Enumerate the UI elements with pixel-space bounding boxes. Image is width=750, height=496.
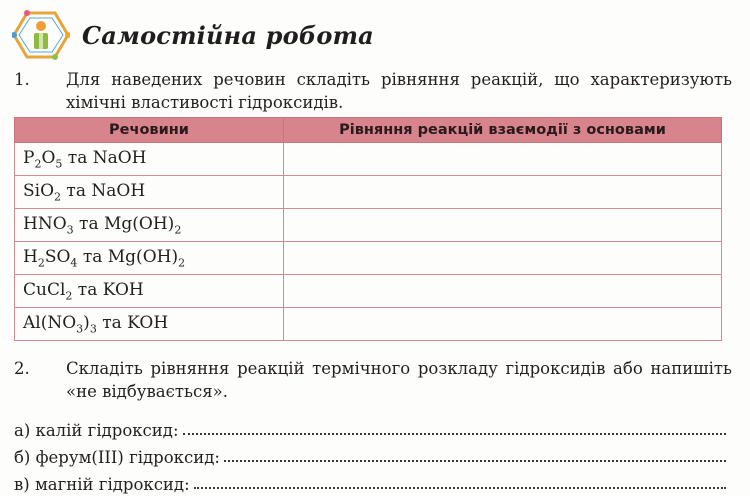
task-2-number: 2. (14, 359, 30, 378)
equation-answer-cell[interactable] (284, 209, 722, 242)
formula-subscript: 3 (89, 322, 97, 336)
formula-text: SiO (23, 180, 55, 201)
equation-answer-cell[interactable] (284, 308, 722, 341)
formula-text: SO (44, 246, 71, 267)
answer-line-b (14, 440, 726, 467)
equation-answer-cell[interactable] (284, 176, 722, 209)
formula-subscript: 5 (55, 157, 63, 171)
formula-subscript: 3 (66, 223, 74, 237)
answer-blank[interactable] (183, 432, 726, 435)
substance-cell (15, 209, 284, 242)
substance-cell (15, 275, 284, 308)
substance-cell (15, 143, 284, 176)
table-row (15, 209, 722, 242)
table-row (15, 143, 722, 176)
task-1-text: Для наведених речовин складіть рівняння реакцій, що характеризують хімічні властивості гідроксидів. (66, 70, 732, 112)
task-2 (14, 357, 730, 405)
table-header-row (15, 118, 722, 143)
answer-lines (14, 413, 726, 494)
formula-subscript: 2 (65, 289, 73, 303)
table-row (15, 176, 722, 209)
substance-cell (15, 242, 284, 275)
equation-answer-cell[interactable] (284, 242, 722, 275)
answer-blank[interactable] (194, 486, 726, 489)
formula-text: CuCl (23, 279, 66, 300)
table-row (15, 242, 722, 275)
answer-line-c (14, 467, 726, 494)
formula-text: та NaOH (62, 147, 147, 168)
formula-text: ) (83, 312, 90, 333)
equation-answer-cell[interactable] (284, 143, 722, 176)
task-1-number: 1. (14, 70, 30, 89)
formula-subscript: 2 (37, 256, 45, 270)
table-row (15, 308, 722, 341)
answer-line-a (14, 413, 726, 440)
substance-cell (15, 176, 284, 209)
formula-text: та KOH (72, 279, 144, 300)
formula-subscript: 2 (178, 256, 186, 270)
answer-label: в) магній гідроксид: (14, 475, 190, 494)
formula-subscript: 2 (174, 223, 182, 237)
substances-table (14, 117, 722, 341)
answer-label: б) ферум(III) гідроксид: (14, 448, 220, 467)
equation-answer-cell[interactable] (284, 275, 722, 308)
section-header (12, 10, 374, 60)
formula-text: та Mg(OH) (77, 246, 179, 267)
formula-text: та KOH (96, 312, 169, 333)
formula-text: Al(NO (23, 312, 77, 333)
formula-text: та Mg(OH) (73, 213, 175, 234)
formula-text: O (41, 147, 56, 168)
header-substances: Речовини (15, 118, 284, 143)
header-equations: Рівняння реакцій взаємодії з основами (284, 118, 722, 143)
answer-blank[interactable] (224, 459, 726, 462)
formula-subscript: 2 (34, 157, 42, 171)
substance-cell (15, 308, 284, 341)
formula-text: P (23, 147, 35, 168)
formula-subscript: 3 (76, 322, 84, 336)
formula-subscript: 2 (54, 190, 62, 204)
section-title: Самостійна робота (82, 20, 374, 50)
self-study-logo-icon (12, 10, 70, 60)
formula-text: та NaOH (61, 180, 146, 201)
formula-text: HNO (23, 213, 67, 234)
formula-text: H (23, 246, 38, 267)
task-2-text: Складіть рівняння реакцій термічного розкладу гідроксидів або напишіть «не відбувається». (66, 359, 732, 401)
task-1 (14, 68, 730, 116)
table-row (15, 275, 722, 308)
formula-subscript: 4 (70, 256, 78, 270)
answer-label: а) калій гідроксид: (14, 421, 179, 440)
